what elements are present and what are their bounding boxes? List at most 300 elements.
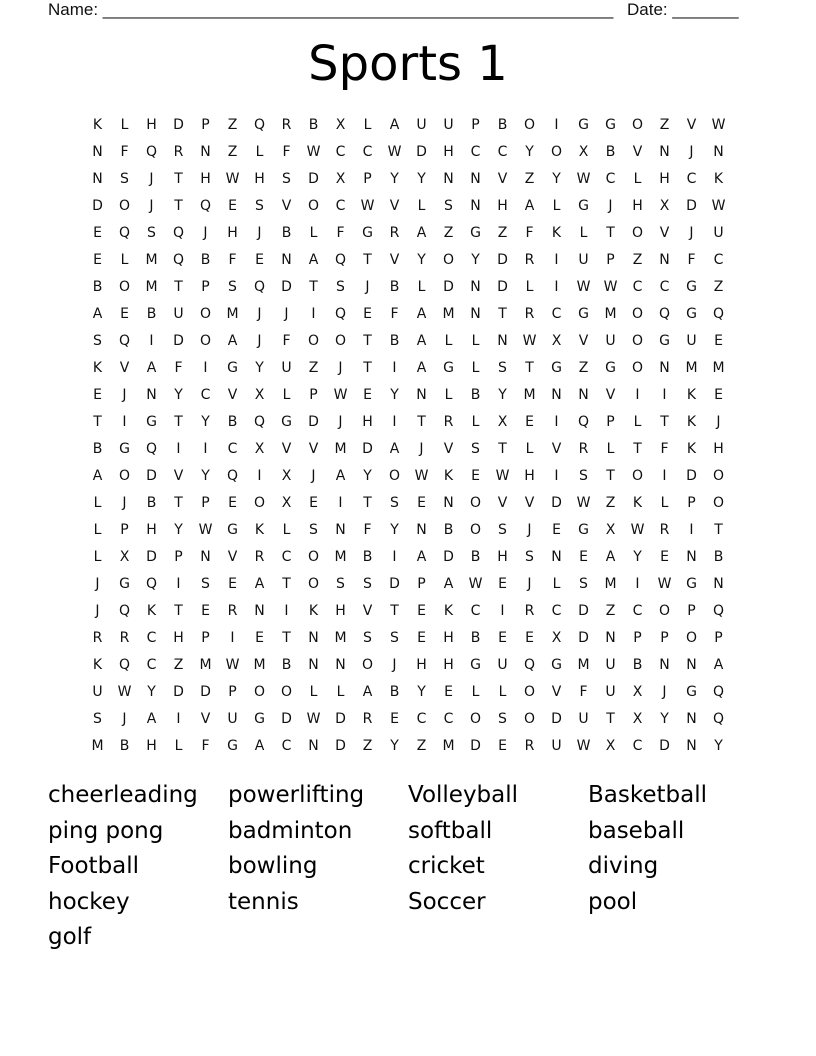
grid-letter: B (389, 279, 400, 295)
grid-letter: I (554, 468, 559, 484)
grid-letter: E (714, 333, 723, 349)
grid-letter: Q (172, 252, 185, 268)
grid-letter: N (335, 657, 346, 673)
grid-letter: P (714, 630, 723, 646)
grid-letter: J (257, 225, 262, 241)
grid-letter: N (200, 549, 211, 565)
grid-letter: E (93, 387, 102, 403)
grid-letter: H (497, 549, 508, 565)
grid-letter: B (497, 117, 508, 133)
grid-letter: C (632, 738, 643, 754)
grid-letter: X (632, 684, 643, 700)
grid-letter: U (578, 252, 589, 268)
grid-letter: B (389, 684, 400, 700)
grid-letter: N (578, 387, 589, 403)
grid-letter: K (686, 414, 697, 430)
grid-letter: M (253, 657, 266, 673)
grid-letter: Y (633, 549, 642, 565)
grid-letter: B (443, 522, 454, 538)
grid-letter: E (444, 684, 453, 700)
grid-letter: C (146, 657, 157, 673)
grid-letter: Z (605, 603, 616, 619)
grid-letter: D (686, 468, 697, 484)
grid-letter: I (311, 306, 316, 322)
grid-letter: J (149, 171, 154, 187)
grid-letter: U (443, 117, 454, 133)
grid-letter: U (713, 225, 724, 241)
grid-letter: T (363, 333, 372, 349)
grid-letter: P (417, 576, 426, 592)
grid-letter: N (659, 360, 670, 376)
grid-letter: L (471, 360, 480, 376)
grid-letter: O (361, 657, 374, 673)
grid-letter: H (200, 171, 211, 187)
grid-letter: G (686, 576, 697, 592)
grid-letter: I (203, 360, 208, 376)
grid-letter: B (470, 387, 481, 403)
grid-letter: P (174, 549, 183, 565)
grid-letter: P (687, 495, 696, 511)
word-list-item: bowling (228, 853, 318, 879)
grid-letter: B (92, 441, 103, 457)
grid-letter: S (282, 171, 291, 187)
grid-letter: U (605, 657, 616, 673)
grid-letter: H (632, 198, 643, 214)
grid-letter: L (444, 333, 453, 349)
grid-letter: G (119, 576, 130, 592)
grid-letter: G (686, 306, 697, 322)
grid-letter: S (390, 495, 399, 511)
grid-letter: L (336, 684, 345, 700)
grid-letter: I (554, 252, 559, 268)
grid-letter: Q (253, 117, 266, 133)
grid-letter: X (335, 117, 346, 133)
grid-letter: Y (390, 387, 399, 403)
grid-letter: N (686, 549, 697, 565)
grid-letter: I (635, 387, 640, 403)
grid-letter: G (686, 279, 697, 295)
grid-letter: R (524, 738, 535, 754)
grid-letter: M (91, 738, 104, 754)
grid-letter: F (174, 360, 183, 376)
grid-letter: S (471, 441, 480, 457)
grid-letter: S (309, 522, 318, 538)
grid-letter: A (416, 306, 427, 322)
grid-letter: M (712, 360, 725, 376)
grid-letter: Q (712, 306, 725, 322)
grid-letter: E (93, 252, 102, 268)
grid-letter: W (198, 522, 213, 538)
grid-letter: J (662, 684, 667, 700)
grid-letter: A (524, 198, 535, 214)
grid-letter: L (120, 117, 129, 133)
grid-letter: Z (227, 144, 238, 160)
word-list-item: diving (588, 853, 659, 879)
grid-letter: O (253, 495, 266, 511)
grid-letter: J (608, 198, 613, 214)
grid-letter: S (579, 576, 588, 592)
grid-letter: O (307, 198, 320, 214)
grid-letter: Z (443, 225, 454, 241)
grid-letter: L (498, 684, 507, 700)
grid-letter: A (335, 468, 346, 484)
grid-letter: J (149, 198, 154, 214)
grid-letter: U (281, 360, 292, 376)
grid-letter: K (92, 117, 103, 133)
grid-letter: H (524, 468, 535, 484)
grid-letter: K (713, 171, 724, 187)
grid-letter: T (606, 711, 615, 727)
word-list-item: hockey (48, 888, 130, 915)
grid-letter: X (281, 468, 292, 484)
grid-letter: G (605, 117, 616, 133)
grid-letter: D (146, 549, 157, 565)
grid-letter: L (417, 198, 426, 214)
grid-letter: G (470, 225, 481, 241)
grid-letter: G (443, 360, 454, 376)
grid-letter: O (631, 360, 644, 376)
grid-letter: Q (712, 711, 725, 727)
grid-letter: L (93, 495, 102, 511)
grid-letter: Y (498, 387, 507, 403)
grid-letter: O (442, 252, 455, 268)
grid-letter: C (335, 198, 346, 214)
grid-letter: L (282, 522, 291, 538)
grid-letter: C (497, 144, 508, 160)
grid-letter: M (442, 306, 455, 322)
grid-letter: T (174, 171, 183, 187)
grid-letter: X (119, 549, 130, 565)
grid-letter: Q (226, 468, 239, 484)
grid-letter: G (146, 414, 157, 430)
grid-letter: I (176, 576, 181, 592)
grid-letter: U (686, 333, 697, 349)
grid-letter: F (363, 522, 372, 538)
grid-letter: N (254, 603, 265, 619)
grid-letter: D (551, 495, 562, 511)
grid-letter: L (525, 279, 534, 295)
grid-letter: K (146, 603, 157, 619)
grid-letter: V (173, 468, 184, 484)
grid-letter: L (255, 144, 264, 160)
grid-letter: I (230, 630, 235, 646)
grid-letter: B (308, 117, 319, 133)
grid-letter: D (308, 171, 319, 187)
grid-letter: G (551, 360, 562, 376)
grid-letter: X (605, 522, 616, 538)
grid-letter: P (201, 279, 210, 295)
word-list-item: cheerleading (48, 782, 198, 808)
grid-letter: Q (118, 657, 131, 673)
grid-letter: Z (713, 279, 724, 295)
grid-letter: R (578, 441, 589, 457)
grid-letter: Y (390, 171, 399, 187)
grid-letter: D (200, 684, 211, 700)
grid-letter: A (713, 657, 724, 673)
grid-letter: A (389, 117, 400, 133)
grid-letter: N (308, 738, 319, 754)
grid-letter: E (309, 495, 318, 511)
grid-letter: O (469, 522, 482, 538)
grid-letter: A (146, 711, 157, 727)
grid-letter: E (201, 603, 210, 619)
grid-letter: X (632, 711, 643, 727)
grid-letter: B (713, 549, 724, 565)
grid-letter: K (551, 225, 562, 241)
grid-letter: E (579, 549, 588, 565)
grid-letter: B (632, 657, 643, 673)
grid-letter: I (176, 711, 181, 727)
grid-letter: M (523, 387, 536, 403)
grid-letter: Y (471, 252, 480, 268)
grid-letter: J (338, 360, 343, 376)
grid-letter: S (498, 360, 507, 376)
grid-letter: Q (523, 657, 536, 673)
grid-letter: Z (416, 738, 427, 754)
grid-letter: Q (145, 576, 158, 592)
grid-letter: W (630, 522, 645, 538)
grid-letter: L (471, 333, 480, 349)
grid-letter: V (497, 171, 508, 187)
grid-letter: X (281, 495, 292, 511)
grid-letter: F (201, 738, 210, 754)
word-list-item: softball (408, 817, 493, 844)
grid-letter: Y (417, 252, 426, 268)
grid-letter: Q (172, 225, 185, 241)
grid-letter: Q (253, 414, 266, 430)
grid-letter: D (686, 198, 697, 214)
grid-letter: D (335, 711, 346, 727)
grid-letter: Y (714, 738, 723, 754)
grid-letter: T (417, 414, 426, 430)
grid-letter: W (576, 279, 591, 295)
grid-letter: J (257, 306, 262, 322)
grid-letter: N (470, 198, 481, 214)
word-search-grid (84, 112, 732, 760)
grid-letter: X (551, 630, 562, 646)
grid-letter: S (498, 522, 507, 538)
grid-letter: M (145, 252, 158, 268)
grid-letter: H (362, 414, 373, 430)
grid-letter: N (551, 387, 562, 403)
word-list-item: powerlifting (228, 782, 365, 808)
grid-letter: L (93, 522, 102, 538)
grid-letter: K (443, 603, 454, 619)
grid-letter: C (632, 603, 643, 619)
grid-letter: D (92, 198, 103, 214)
grid-letter: E (525, 414, 534, 430)
grid-letter: O (712, 468, 725, 484)
grid-letter: S (228, 279, 237, 295)
grid-letter: B (605, 144, 616, 160)
grid-letter: T (174, 198, 183, 214)
grid-letter: Z (659, 117, 670, 133)
grid-letter: L (282, 387, 291, 403)
grid-letter: E (120, 306, 129, 322)
grid-letter: P (201, 495, 210, 511)
grid-letter: N (308, 657, 319, 673)
grid-letter: E (228, 576, 237, 592)
grid-letter: U (416, 117, 427, 133)
grid-letter: I (635, 576, 640, 592)
grid-letter: Q (658, 306, 671, 322)
grid-letter: N (335, 522, 346, 538)
grid-letter: Y (552, 171, 561, 187)
grid-letter: J (392, 657, 397, 673)
word-list (48, 778, 768, 956)
grid-letter: T (525, 360, 534, 376)
grid-letter: N (146, 387, 157, 403)
grid-letter: U (578, 711, 589, 727)
word-list-item: golf (48, 924, 92, 950)
grid-letter: L (471, 414, 480, 430)
grid-letter: W (711, 198, 726, 214)
grid-letter: O (118, 198, 131, 214)
grid-letter: X (335, 171, 346, 187)
grid-letter: V (443, 441, 454, 457)
grid-letter: D (281, 279, 292, 295)
grid-letter: I (392, 549, 397, 565)
grid-letter: J (716, 414, 721, 430)
grid-letter: N (281, 252, 292, 268)
grid-letter: Q (118, 603, 131, 619)
grid-letter: L (633, 171, 642, 187)
grid-letter: E (93, 225, 102, 241)
grid-letter: R (389, 225, 400, 241)
grid-letter: C (605, 171, 616, 187)
grid-letter: M (334, 549, 347, 565)
grid-letter: E (525, 630, 534, 646)
grid-letter: G (254, 711, 265, 727)
grid-letter: G (578, 117, 589, 133)
grid-letter: H (443, 657, 454, 673)
grid-letter: Y (174, 522, 183, 538)
grid-letter: O (550, 144, 563, 160)
grid-letter: B (92, 279, 103, 295)
grid-letter: G (119, 441, 130, 457)
grid-letter: R (524, 306, 535, 322)
grid-letter: M (199, 657, 212, 673)
grid-letter: S (390, 630, 399, 646)
grid-letter: Y (201, 468, 210, 484)
grid-letter: V (281, 441, 292, 457)
grid-letter: O (280, 684, 293, 700)
grid-letter: P (606, 252, 615, 268)
grid-letter: A (227, 333, 238, 349)
grid-letter: K (632, 495, 643, 511)
grid-letter: C (227, 441, 238, 457)
grid-letter: R (524, 252, 535, 268)
grid-letter: I (257, 468, 262, 484)
grid-letter: D (659, 738, 670, 754)
grid-letter: V (578, 333, 589, 349)
grid-letter: V (389, 252, 400, 268)
grid-letter: P (660, 630, 669, 646)
grid-letter: T (714, 522, 723, 538)
grid-letter: T (363, 360, 372, 376)
grid-letter: N (470, 279, 481, 295)
grid-letter: T (174, 603, 183, 619)
grid-letter: U (92, 684, 103, 700)
grid-letter: R (119, 630, 130, 646)
grid-letter: A (92, 468, 103, 484)
grid-letter: S (498, 711, 507, 727)
grid-letter: E (714, 387, 723, 403)
grid-letter: E (255, 630, 264, 646)
grid-letter: R (524, 603, 535, 619)
worksheet-header (48, 0, 748, 20)
grid-letter: I (554, 279, 559, 295)
grid-letter: M (442, 738, 455, 754)
grid-letter: E (660, 549, 669, 565)
grid-letter: J (689, 225, 694, 241)
grid-letter: P (606, 414, 615, 430)
grid-letter: D (173, 684, 184, 700)
grid-letter: P (633, 630, 642, 646)
grid-letter: K (686, 441, 697, 457)
grid-letter: Y (255, 360, 264, 376)
grid-letter: O (118, 468, 131, 484)
grid-letter: R (443, 414, 454, 430)
grid-letter: T (606, 225, 615, 241)
grid-letter: I (554, 117, 559, 133)
grid-letter: V (308, 441, 319, 457)
grid-letter: T (498, 441, 507, 457)
grid-letter: J (338, 414, 343, 430)
grid-letter: T (498, 306, 507, 322)
grid-letter: I (689, 522, 694, 538)
grid-letter: N (443, 495, 454, 511)
grid-letter: V (362, 603, 373, 619)
word-list-item: Soccer (408, 888, 486, 915)
grid-letter: L (417, 279, 426, 295)
grid-letter: X (578, 144, 589, 160)
grid-letter: N (659, 252, 670, 268)
grid-letter: Y (174, 387, 183, 403)
grid-letter: I (176, 441, 181, 457)
grid-letter: C (686, 171, 697, 187)
grid-letter: A (362, 684, 373, 700)
grid-letter: A (416, 333, 427, 349)
grid-letter: O (523, 711, 536, 727)
grid-letter: G (227, 738, 238, 754)
grid-letter: F (120, 144, 129, 160)
grid-letter: N (686, 711, 697, 727)
grid-letter: E (498, 576, 507, 592)
grid-letter: O (631, 468, 644, 484)
grid-letter: Y (660, 711, 669, 727)
grid-letter: P (228, 684, 237, 700)
grid-letter: S (120, 171, 129, 187)
grid-letter: V (389, 198, 400, 214)
grid-letter: X (605, 738, 616, 754)
grid-letter: V (281, 198, 292, 214)
grid-letter: O (199, 333, 212, 349)
grid-letter: T (363, 495, 372, 511)
grid-letter: W (306, 144, 321, 160)
grid-letter: I (392, 360, 397, 376)
grid-letter: N (551, 549, 562, 565)
grid-letter: C (470, 144, 481, 160)
grid-letter: O (658, 603, 671, 619)
grid-letter: A (254, 738, 265, 754)
grid-letter: N (713, 144, 724, 160)
grid-letter: W (522, 333, 537, 349)
grid-letter: L (93, 549, 102, 565)
grid-letter: R (659, 522, 670, 538)
grid-letter: G (686, 684, 697, 700)
grid-letter: H (254, 171, 265, 187)
